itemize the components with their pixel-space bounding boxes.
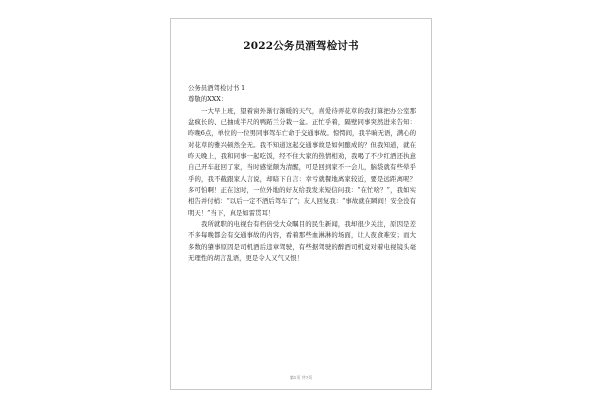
document-subtitle: 公务员酒驾检讨书 1: [188, 84, 246, 92]
paragraph-1: 一大早上班，望着窗外渐行渐暖的天气，喜爱待弄花草的我打算把办公室那盆疯长的、已抽成半尺的鸭跖兰分栽一盆。正忙乎着，隔壁同事突然进来告知：昨晚6点，单位的一位男同事驾车亡命于交通事故。惊愕间，我半晌无语，满心的对花草的雅兴顿然全无。我不知道这起交通事故是如何酿成的？但我知道，就在昨天晚上，我和同事一起吃饭，经不住大家的热情相劝，我喝了不少红酒还执意自己开车赶回了家，当时感觉颇为清醒，可是回到家不一会儿，脑袋就有些晕乎乎的，我不截跟家人言说，却暗下自言：幸亏就餐地离家较近，要是远距离呢？多可怕啊！正在这时，一位外地的好友给我发来短信问我：“在忙啥？”，我如实相告并付梢：“以后一定不酒后驾车了”；友人回复我：“事故就在瞬间！安全没有明天！”当下，真是如雷贯耳！: [188, 106, 416, 217]
paragraph-2: 我所就职的电视台有档倍受大众瞩目的民生新闻，我却很少关注，原因是差不多每晚都会有交通事故的内容，看着那些血淋淋的场面，让人夜食难安；而大多数的肇事原因是司机酒后违章驾驶，有些据驾驶的醉酒司机竟对着电视镜头毫无理性的胡言乱语，更是令人又气又恨！: [188, 220, 416, 263]
document-title: 2022公务员酒驾检讨书: [243, 40, 359, 52]
page-footer: 第1页 共7页: [289, 375, 313, 380]
document-body: [188, 83, 416, 265]
salutation: 尊敬的XXX：: [188, 95, 228, 104]
document-page: [170, 18, 432, 390]
